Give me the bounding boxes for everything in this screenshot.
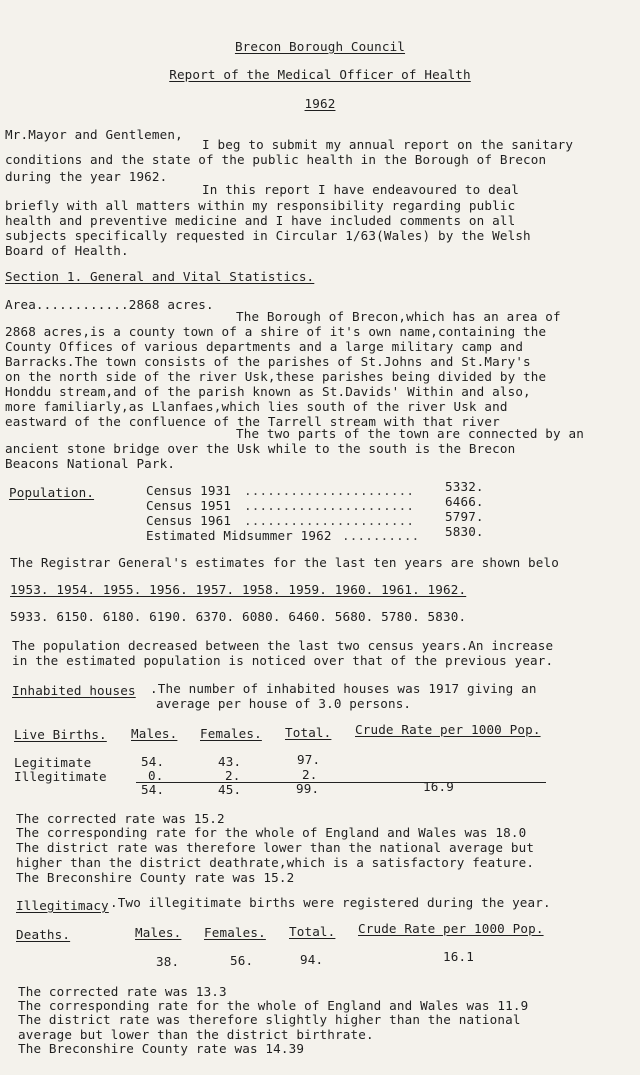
deaths-note: The Breconshire County rate was 14.39 — [18, 1041, 305, 1056]
births-note: The corrected rate was 15.2 — [16, 811, 225, 826]
intro-line: Board of Health. — [5, 243, 129, 258]
population-row-value: 5830. — [445, 524, 484, 539]
section-heading: Section 1. General and Vital Statistics. — [5, 269, 315, 284]
estimates-values: 5933. 6150. 6180. 6190. 6370. 6080. 6460. 5680. 5780. 5830. — [10, 609, 467, 624]
houses-text: average per house of 3.0 persons. — [156, 696, 412, 711]
intro-line: briefly with all matters within my responsibility regarding public — [5, 198, 516, 213]
population-row-label: Census 1931 — [146, 483, 232, 498]
births-header-total: Total. — [285, 725, 332, 740]
population-row-value: 6466. — [445, 494, 484, 509]
report-year: 1962 — [304, 96, 336, 111]
leader-dots: .......... — [342, 528, 420, 543]
estimates-intro: The Registrar General's estimates for the last ten years are shown belo — [10, 555, 559, 570]
intro-line: In this report I have endeavoured to deal — [202, 182, 520, 197]
area-line: The Borough of Brecon,which has an area of — [236, 309, 561, 324]
table-rule — [136, 782, 546, 783]
deaths-title: Deaths. — [16, 927, 71, 942]
births-header-males: Males. — [131, 726, 178, 741]
population-row-value: 5332. — [445, 479, 484, 494]
area-line: The two parts of the town are connected by an — [236, 426, 584, 441]
area-line: eastward of the confluence of the Tarrell stream with that river — [5, 414, 500, 429]
births-header-rate: Crude Rate per 1000 Pop. — [355, 722, 541, 737]
council-heading: Brecon Borough Council — [234, 39, 406, 54]
births-row-females: 43. — [218, 754, 242, 769]
leader-dots: ...................... — [244, 513, 415, 528]
estimates-years: 1953. 1954. 1955. 1956. 1957. 1958. 1959. 1960. 1961. 1962. — [10, 582, 467, 597]
births-row-label: Legitimate — [14, 755, 92, 770]
births-row-males: 54. — [141, 754, 165, 769]
deaths-note: average but lower than the district birthrate. — [18, 1027, 374, 1042]
births-total-rate: 16.9 — [423, 779, 454, 794]
area-line: on the north side of the river Usk,these parishes being divided by the — [5, 369, 547, 384]
deaths-note: The corrected rate was 13.3 — [18, 984, 227, 999]
population-row-label: Estimated Midsummer 1962 — [146, 528, 332, 543]
births-note: The Breconshire County rate was 15.2 — [16, 870, 295, 885]
deaths-header-females: Females. — [204, 925, 266, 940]
area-line: Area............2868 acres. — [5, 297, 214, 312]
deaths-header-rate: Crude Rate per 1000 Pop. — [358, 921, 544, 936]
deaths-males: 38. — [156, 954, 180, 969]
births-note: The corresponding rate for the whole of England and Wales was 18.0 — [16, 825, 527, 840]
births-header-females: Females. — [200, 726, 262, 741]
population-row-value: 5797. — [445, 509, 484, 524]
area-line: ancient stone bridge over the Usk while to the south is the Brecon — [5, 441, 516, 456]
births-row-label: Illegitimate — [14, 769, 107, 784]
deaths-total: 94. — [300, 952, 324, 967]
deaths-rate: 16.1 — [443, 949, 474, 964]
intro-line: I beg to submit my annual report on the sanitary — [202, 137, 574, 152]
intro-line: health and preventive medicine and I have included comments on all — [5, 213, 516, 228]
deaths-note: The corresponding rate for the whole of England and Wales was 11.9 — [18, 998, 529, 1013]
population-comment: in the estimated population is noticed over that of the previous year. — [12, 653, 554, 668]
births-total-females: 45. — [218, 782, 242, 797]
leader-dots: ...................... — [244, 483, 415, 498]
births-title: Live Births. — [14, 727, 107, 742]
illegitimacy-text: .Two illegitimate births were registered during the year. — [110, 895, 551, 910]
report-title: Report of the Medical Officer of Health — [169, 67, 471, 82]
population-row-label: Census 1961 — [146, 513, 232, 528]
houses-text: .The number of inhabited houses was 1917 giving an — [150, 681, 537, 696]
deaths-females: 56. — [230, 953, 254, 968]
deaths-note: The district rate was therefore slightly higher than the national — [18, 1012, 521, 1027]
area-line: Beacons National Park. — [5, 456, 176, 471]
leader-dots: ...................... — [244, 498, 415, 513]
area-line: County Offices of various departments and a large military camp and — [5, 339, 524, 354]
area-line: Honddu stream,and of the parish known as St.Davids' Within and also, — [5, 384, 531, 399]
illegitimacy-label: Illegitimacy — [16, 898, 109, 913]
deaths-header-males: Males. — [135, 925, 182, 940]
houses-label: Inhabited houses — [12, 683, 136, 698]
births-row-total: 97. — [297, 752, 321, 767]
salutation: Mr.Mayor and Gentlemen, — [5, 127, 183, 142]
intro-line: subjects specifically requested in Circular 1/63(Wales) by the Welsh — [5, 228, 531, 243]
births-note: The district rate was therefore lower than the national average but — [16, 840, 535, 855]
population-row-label: Census 1951 — [146, 498, 232, 513]
births-row-females: 2. — [225, 768, 241, 783]
births-total-males: 54. — [141, 782, 165, 797]
area-line: 2868 acres,is a county town of a shire of it's own name,containing the — [5, 324, 547, 339]
births-row-total: 2. — [302, 767, 318, 782]
deaths-header-total: Total. — [289, 924, 336, 939]
births-total-total: 99. — [296, 781, 320, 796]
population-label: Population. — [9, 485, 95, 500]
births-row-males: 0. — [148, 768, 164, 783]
intro-line: conditions and the state of the public health in the Borough of Brecon — [5, 152, 547, 167]
area-line: more familiarly,as Llanfaes,which lies south of the river Usk and — [5, 399, 508, 414]
births-note: higher than the district deathrate,which is a satisfactory feature. — [16, 855, 535, 870]
intro-line: during the year 1962. — [5, 169, 168, 184]
area-line: Barracks.The town consists of the parishes of St.Johns and St.Mary's — [5, 354, 531, 369]
population-comment: The population decreased between the last two census years.An increase — [12, 638, 554, 653]
